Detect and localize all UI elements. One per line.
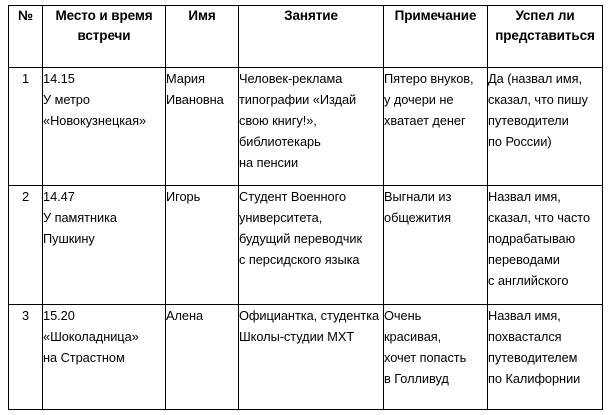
header-row bbox=[9, 6, 603, 68]
table-row bbox=[9, 186, 603, 305]
column-header-intro bbox=[488, 6, 603, 68]
place-line: 15.20 bbox=[43, 308, 75, 323]
cell-occupation bbox=[239, 68, 384, 186]
cell-place bbox=[43, 305, 166, 410]
cell-intro bbox=[488, 186, 603, 305]
column-header-line: Место и время bbox=[55, 8, 153, 23]
note-line: Очень bbox=[384, 308, 422, 323]
note-line: хочет попасть bbox=[384, 350, 467, 365]
cell-occupation bbox=[239, 305, 384, 410]
intro-line: с английского bbox=[488, 273, 569, 288]
column-header-line: Имя bbox=[188, 8, 216, 23]
column-header-place bbox=[43, 6, 166, 68]
intro-line: сказал, что пишу bbox=[488, 92, 588, 107]
cell-name bbox=[166, 68, 239, 186]
intro-line: похвастался bbox=[488, 329, 562, 344]
occupation-line: Школы-студии МХТ bbox=[239, 329, 355, 344]
intro-line: путеводители bbox=[488, 113, 569, 128]
occupation-line: свою книгу!», bbox=[239, 113, 317, 128]
note-line: у дочери не bbox=[384, 92, 454, 107]
intro-line: сказал, что часто bbox=[488, 210, 591, 225]
place-line: 14.47 bbox=[43, 189, 75, 204]
table-header bbox=[9, 6, 603, 68]
occupation-line: Человек-реклама bbox=[239, 71, 343, 86]
column-header-line: Успел ли bbox=[515, 8, 575, 23]
occupation-line: Студент Военного bbox=[239, 189, 347, 204]
table-row bbox=[9, 68, 603, 186]
cell-name bbox=[166, 186, 239, 305]
place-line: У метро bbox=[43, 92, 90, 107]
cell-place bbox=[43, 68, 166, 186]
column-header-name bbox=[166, 6, 239, 68]
intro-line: Назвал имя, bbox=[488, 189, 561, 204]
occupation-line: Официантка, студентка bbox=[239, 308, 380, 323]
column-header-line: Примечание bbox=[394, 8, 477, 23]
occupation-line: будущий переводчик bbox=[239, 231, 363, 246]
note-line: красивая, bbox=[384, 329, 442, 344]
column-header-line: встречи bbox=[77, 28, 131, 43]
cell-num: 2 bbox=[9, 186, 43, 305]
intro-line: переводами bbox=[488, 252, 560, 267]
occupation-line: типографии «Издай bbox=[239, 92, 357, 107]
place-line: 14.15 bbox=[43, 71, 75, 86]
cell-name bbox=[166, 305, 239, 410]
cell-intro bbox=[488, 68, 603, 186]
name-line: Мария bbox=[166, 71, 205, 86]
name-line: Игорь bbox=[166, 189, 201, 204]
occupation-line: университета, bbox=[239, 210, 323, 225]
column-header-line: Занятие bbox=[284, 8, 338, 23]
cell-num: 1 bbox=[9, 68, 43, 186]
cell-num: 3 bbox=[9, 305, 43, 410]
intro-line: по Калифорнии bbox=[488, 371, 581, 386]
place-line: У памятника bbox=[43, 210, 117, 225]
note-line: Пятеро внуков, bbox=[384, 71, 474, 86]
occupation-line: на пенсии bbox=[239, 155, 299, 170]
intro-line: путеводителем bbox=[488, 350, 578, 365]
intro-line: по России) bbox=[488, 134, 552, 149]
note-line: Выгнали из bbox=[384, 189, 452, 204]
intro-line: подрабатываю bbox=[488, 231, 576, 246]
place-line: на Страстном bbox=[43, 350, 125, 365]
column-header-line: представиться bbox=[495, 28, 595, 43]
cell-place bbox=[43, 186, 166, 305]
cell-intro bbox=[488, 305, 603, 410]
table-row bbox=[9, 305, 603, 410]
meetings-table bbox=[8, 5, 603, 410]
column-header-line: № bbox=[18, 8, 33, 23]
table-body bbox=[9, 68, 603, 410]
cell-note bbox=[384, 68, 488, 186]
note-line: хватает денег bbox=[384, 113, 466, 128]
name-line: Алена bbox=[166, 308, 204, 323]
column-header-num bbox=[9, 6, 43, 68]
cell-occupation bbox=[239, 186, 384, 305]
place-line: «Шоколадница» bbox=[43, 329, 139, 344]
note-line: в Голливуд bbox=[384, 371, 449, 386]
place-line: «Новокузнецкая» bbox=[43, 113, 147, 128]
occupation-line: библиотекарь bbox=[239, 134, 321, 149]
intro-line: Да (назвал имя, bbox=[488, 71, 582, 86]
occupation-line: с персидского языка bbox=[239, 252, 360, 267]
note-line: общежития bbox=[384, 210, 452, 225]
name-line: Ивановна bbox=[166, 92, 224, 107]
column-header-note bbox=[384, 6, 488, 68]
intro-line: Назвал имя, bbox=[488, 308, 561, 323]
column-header-occupation bbox=[239, 6, 384, 68]
cell-note bbox=[384, 186, 488, 305]
place-line: Пушкину bbox=[43, 231, 95, 246]
cell-note bbox=[384, 305, 488, 410]
